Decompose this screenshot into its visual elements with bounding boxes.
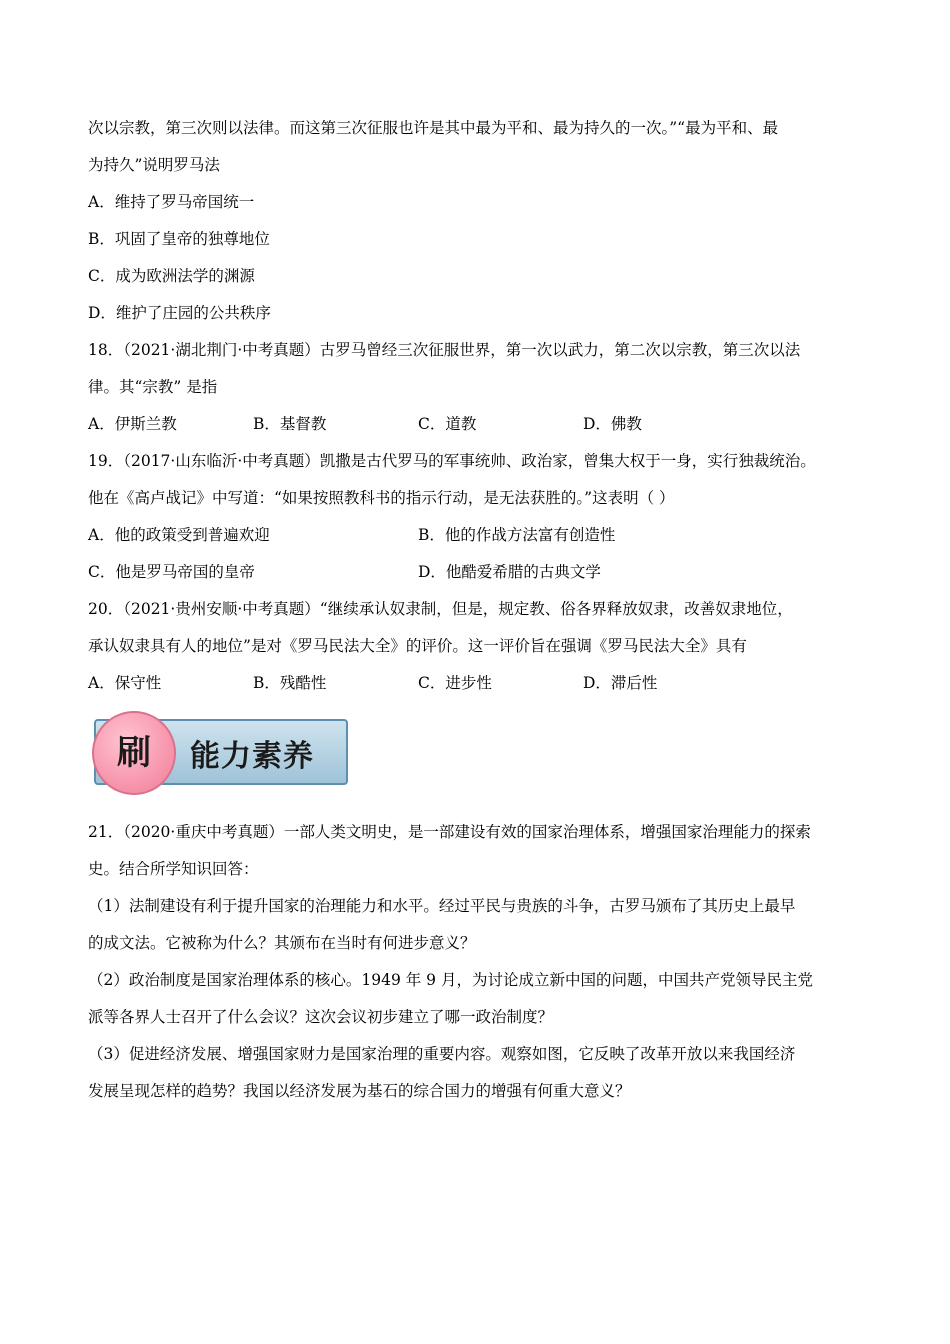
q21-stem-line1: 21．（2020·重庆中考真题）一部人类文明史，是一部建设有效的国家治理体系，增强国家治理能力的探索: [88, 823, 811, 841]
q17-option-c: C．成为欧洲法学的渊源: [88, 267, 255, 285]
q21-part3-line2: 发展呈现怎样的趋势？我国以经济发展为基石的综合国力的增强有何重大意义？: [88, 1082, 631, 1100]
q20-stem-line2: 承认奴隶具有人的地位”是对《罗马民法大全》的评价。这一评价旨在强调《罗马民法大全》具有: [88, 637, 747, 655]
q21-part2-line2: 派等各界人士召开了什么会议？这次会议初步建立了哪一政治制度？: [88, 1008, 554, 1026]
q18-option-d: D．佛教: [583, 415, 642, 433]
q19-option-c: C．他是罗马帝国的皇帝: [88, 563, 255, 581]
q20-option-d: D．滞后性: [583, 674, 658, 692]
q17-option-a: A．维持了罗马帝国统一: [88, 193, 255, 211]
q18-stem-line2: 律。其“宗教” 是指: [88, 378, 218, 396]
q19-option-d: D．他酷爱希腊的古典文学: [418, 563, 601, 581]
q21-part1-line1: （1）法制建设有利于提升国家的治理能力和水平。经过平民与贵族的斗争，古罗马颁布了其历史上最早: [88, 897, 796, 915]
q18-option-b: B．基督教: [253, 415, 327, 433]
q21-part3-line1: （3）促进经济发展、增强国家财力是国家治理的重要内容。观察如图，它反映了改革开放以来我国经济: [88, 1045, 796, 1063]
q18-option-a: A．伊斯兰教: [88, 415, 177, 433]
q19-option-b: B．他的作战方法富有创造性: [418, 526, 616, 544]
q21-part1-line2: 的成文法。它被称为什么？其颁布在当时有何进步意义？: [88, 934, 476, 952]
q17-stem-line2: 为持久”说明罗马法: [88, 156, 220, 174]
q21-stem-line2: 史。结合所学知识回答：: [88, 860, 259, 878]
q18-option-c: C．道教: [418, 415, 477, 433]
q21-part2-line1: （2）政治制度是国家治理体系的核心。1949 年 9 月，为讨论成立新中国的问题，中国共产党领导民主党: [88, 971, 813, 989]
q20-option-a: A．保守性: [88, 674, 162, 692]
q17-option-b: B．巩固了皇帝的独尊地位: [88, 230, 270, 248]
q20-stem-line1: 20．（2021·贵州安顺·中考真题）“继续承认奴隶制，但是，规定教、俗各界释放奴隶，改善奴隶地位，: [88, 600, 793, 618]
q19-stem-line2: 他在《高卢战记》中写道：“如果按照教科书的指示行动，是无法获胜的。”这表明（ ）: [88, 489, 675, 507]
banner-circle-badge: [92, 711, 176, 795]
q20-option-c: C．进步性: [418, 674, 492, 692]
q17-option-d: D．维护了庄园的公共秩序: [88, 304, 271, 322]
q18-stem-line1: 18．（2021·湖北荆门·中考真题）古罗马曾经三次征服世界，第一次以武力，第二次以宗教，第三次以法: [88, 341, 801, 359]
banner-circle-char: 刷: [117, 733, 151, 773]
q20-option-b: B．残酷性: [253, 674, 327, 692]
q17-stem-line1: 次以宗教，第三次则以法律。而这第三次征服也许是其中最为平和、最为持久的一次。”“最为平和、最: [88, 119, 779, 137]
banner-title: 能力素养: [190, 739, 314, 774]
section-banner: [92, 716, 350, 790]
q19-stem-line1: 19．（2017·山东临沂·中考真题）凯撒是古代罗马的军事统帅、政治家，曾集大权于一身，实行独裁统治。: [88, 452, 816, 470]
q19-option-a: A．他的政策受到普遍欢迎: [88, 526, 270, 544]
